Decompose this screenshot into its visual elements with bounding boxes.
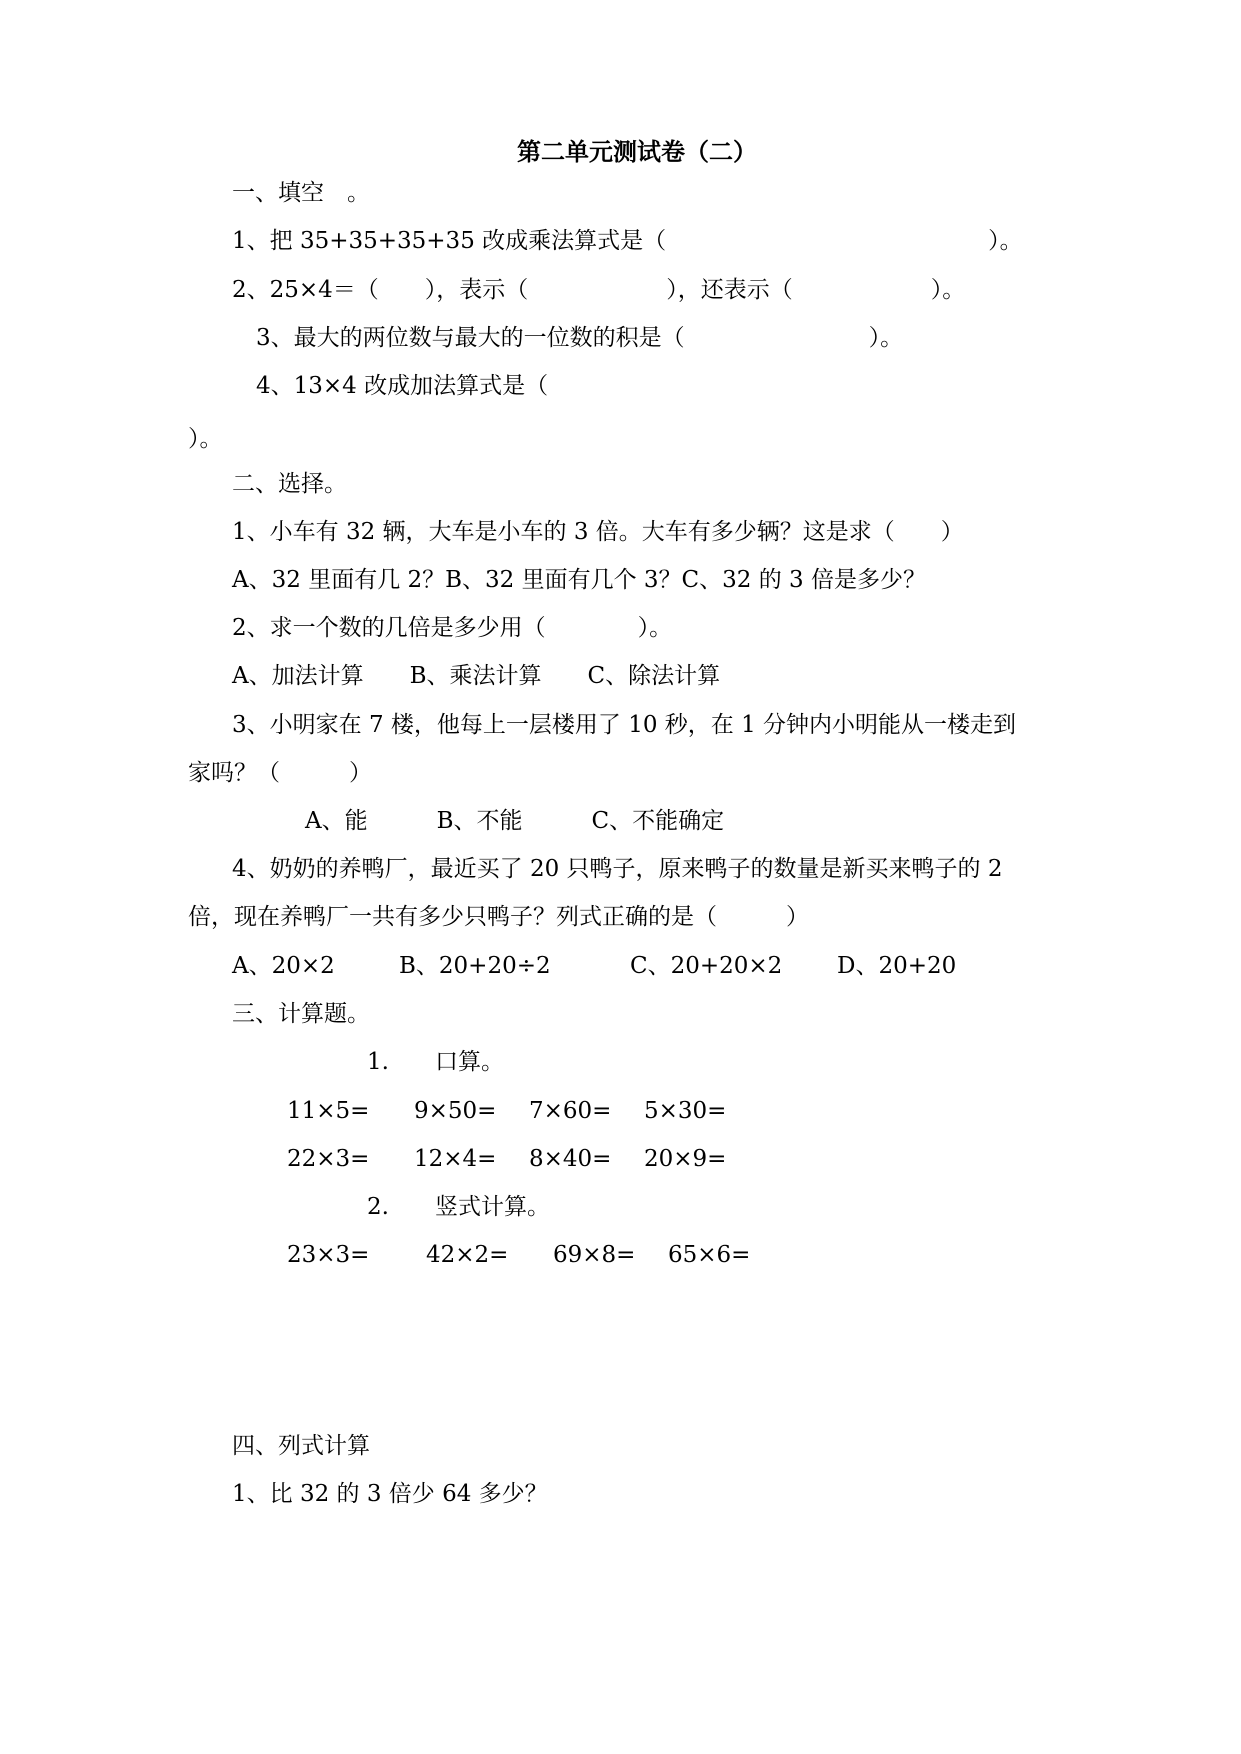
choice-question-4-continued: 倍，现在养鸭厂一共有多少只鸭子？列式正确的是（ ） <box>188 904 809 930</box>
oral-calc-item: 12×4= <box>414 1146 497 1172</box>
choice-question-3: 3、小明家在 7 楼，他每上一层楼用了 10 秒，在 1 分钟内小明能从一楼走到 <box>232 712 1017 738</box>
oral-calc-item: 8×40= <box>529 1146 612 1172</box>
vertical-calc-item: 69×8= <box>553 1242 636 1268</box>
choice-question-1-options: A、32 里面有几 2？B、32 里面有几个 3？C、32 的 3 倍是多少？ <box>232 567 926 593</box>
vertical-calc-item: 65×6= <box>668 1242 751 1268</box>
vertical-calc-heading: 2. 竖式计算。 <box>367 1194 550 1220</box>
fill-question-4: 4、13×4 改成加法算式是（ <box>256 373 549 399</box>
choice-question-4-option-b: B、20+20÷2 <box>399 953 551 979</box>
choice-question-3-continued: 家吗？（ ） <box>188 760 372 786</box>
choice-question-2: 2、求一个数的几倍是多少用（ ）。 <box>232 615 673 641</box>
oral-calc-item: 20×9= <box>644 1146 727 1172</box>
choice-question-4-option-d: D、20+20 <box>837 953 957 979</box>
choice-question-4-option-c: C、20+20×2 <box>630 953 783 979</box>
vertical-calc-item: 42×2= <box>426 1242 509 1268</box>
oral-calc-item: 7×60= <box>529 1098 612 1124</box>
fill-question-1: 1、把 35+35+35+35 改成乘法算式是（ ）。 <box>232 228 1023 254</box>
vertical-calc-item: 23×3= <box>287 1242 370 1268</box>
section-3-heading: 三、计算题。 <box>232 1001 370 1027</box>
section-2-heading: 二、选择。 <box>232 471 347 497</box>
choice-question-1: 1、小车有 32 辆，大车是小车的 3 倍。大车有多少辆？这是求（ ） <box>232 519 964 545</box>
choice-question-4-option-a: A、20×2 <box>232 953 335 979</box>
section-4-heading: 四、列式计算 <box>232 1433 370 1459</box>
fill-question-3: 3、最大的两位数与最大的一位数的积是（ ）。 <box>256 325 904 351</box>
oral-calc-item: 11×5= <box>287 1098 370 1124</box>
choice-question-3-options: A、能 B、不能 C、不能确定 <box>305 808 725 834</box>
fill-question-2: 2、25×4＝（ ），表示（ ），还表示（ ）。 <box>232 277 966 303</box>
section-1-heading: 一、填空 。 <box>232 180 370 206</box>
oral-calc-item: 22×3= <box>287 1146 370 1172</box>
oral-calc-item: 5×30= <box>644 1098 727 1124</box>
oral-calc-heading: 1. 口算。 <box>367 1049 504 1075</box>
choice-question-4: 4、奶奶的养鸭厂，最近买了 20 只鸭子，原来鸭子的数量是新买来鸭子的 2 <box>232 856 1003 882</box>
page-title: 第二单元测试卷（二） <box>517 137 757 166</box>
word-problem-1: 1、比 32 的 3 倍少 64 多少？ <box>232 1481 548 1507</box>
choice-question-2-options: A、加法计算 B、乘法计算 C、除法计算 <box>232 663 721 689</box>
oral-calc-item: 9×50= <box>414 1098 497 1124</box>
fill-question-4-continued: ）。 <box>188 426 223 452</box>
